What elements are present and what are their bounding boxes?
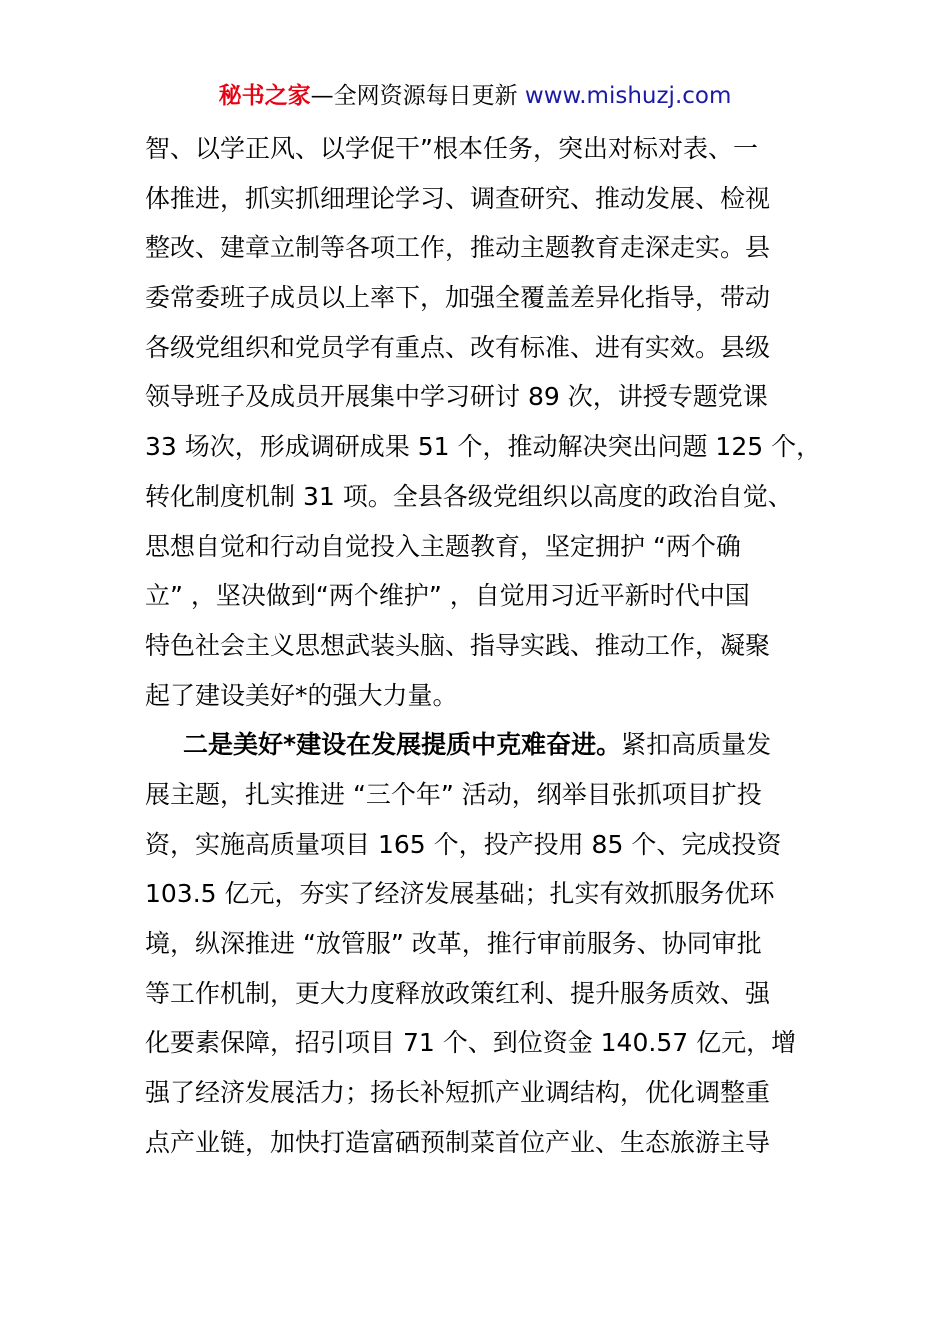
document-body bbox=[145, 124, 845, 1167]
text-line: 转化制度机制 31 项。全县各级党组织以高度的政治自觉、 bbox=[145, 481, 793, 511]
text-line: 起了建设美好*的强大力量。 bbox=[145, 680, 458, 710]
site-url-link[interactable]: www.mishuzj.com bbox=[524, 83, 732, 109]
text-line: 点产业链，加快打造富硒预制菜首位产业、生态旅游主导 bbox=[145, 1127, 771, 1157]
paragraph-2-lead-text: 紧扣高质量发 bbox=[621, 730, 772, 760]
text-line: 智、以学正风、以学促干”根本任务，突出对标对表、一 bbox=[145, 134, 758, 163]
paragraph-2-heading: 二是美好*建设在发展提质中克难奋进。 bbox=[183, 730, 622, 760]
site-header bbox=[0, 80, 950, 112]
text-line: 境，纵深推进 “放管服” 改革，推行审前服务、协同审批 bbox=[145, 929, 762, 958]
text-line: 33 场次，形成调研成果 51 个，推动解决突出问题 125 个， bbox=[145, 432, 822, 462]
text-line: 立” ，坚决做到“两个维护” ，自觉用习近平新时代中国 bbox=[145, 581, 750, 611]
site-brand: 秘书之家 bbox=[218, 83, 311, 109]
text-line: 等工作机制，更大力度释放政策红利、提升服务质效、强 bbox=[145, 978, 771, 1008]
text-line: 展主题，扎实推进 “三个年” 活动，纲举目张抓项目扩投 bbox=[145, 779, 762, 809]
text-line: 资，实施高质量项目 165 个，投产投用 85 个、完成投资 bbox=[145, 829, 782, 859]
paragraph-2-first-line bbox=[145, 720, 845, 770]
paragraph-1 bbox=[145, 124, 845, 720]
paragraph-2 bbox=[145, 720, 845, 1167]
text-line: 化要素保障，招引项目 71 个、到位资金 140.57 亿元，增 bbox=[145, 1028, 797, 1058]
text-line: 体推进，抓实抓细理论学习、调查研究、推动发展、检视 bbox=[145, 183, 771, 213]
text-line: 特色社会主义思想武装头脑、指导实践、推动工作，凝聚 bbox=[145, 630, 771, 660]
text-line: 强了经济发展活力；扬长补短抓产业调结构，优化调整重 bbox=[145, 1078, 771, 1108]
header-separator: — bbox=[310, 83, 334, 109]
text-line: 整改、建章立制等各项工作，推动主题教育走深走实。县 bbox=[145, 233, 771, 263]
text-line: 各级党组织和党员学有重点、改有标准、进有实效。县级 bbox=[145, 332, 771, 362]
text-line: 103.5 亿元，夯实了经济发展基础；扎实有效抓服务优环 bbox=[145, 879, 775, 909]
text-line: 领导班子及成员开展集中学习研讨 89 次，讲授专题党课 bbox=[145, 382, 768, 412]
text-line: 委常委班子成员以上率下，加强全覆盖差异化指导，带动 bbox=[145, 283, 771, 313]
site-tagline: 全网资源每日更新 bbox=[333, 83, 518, 109]
text-line: 思想自觉和行动自觉投入主题教育，坚定拥护 “两个确 bbox=[145, 531, 741, 561]
